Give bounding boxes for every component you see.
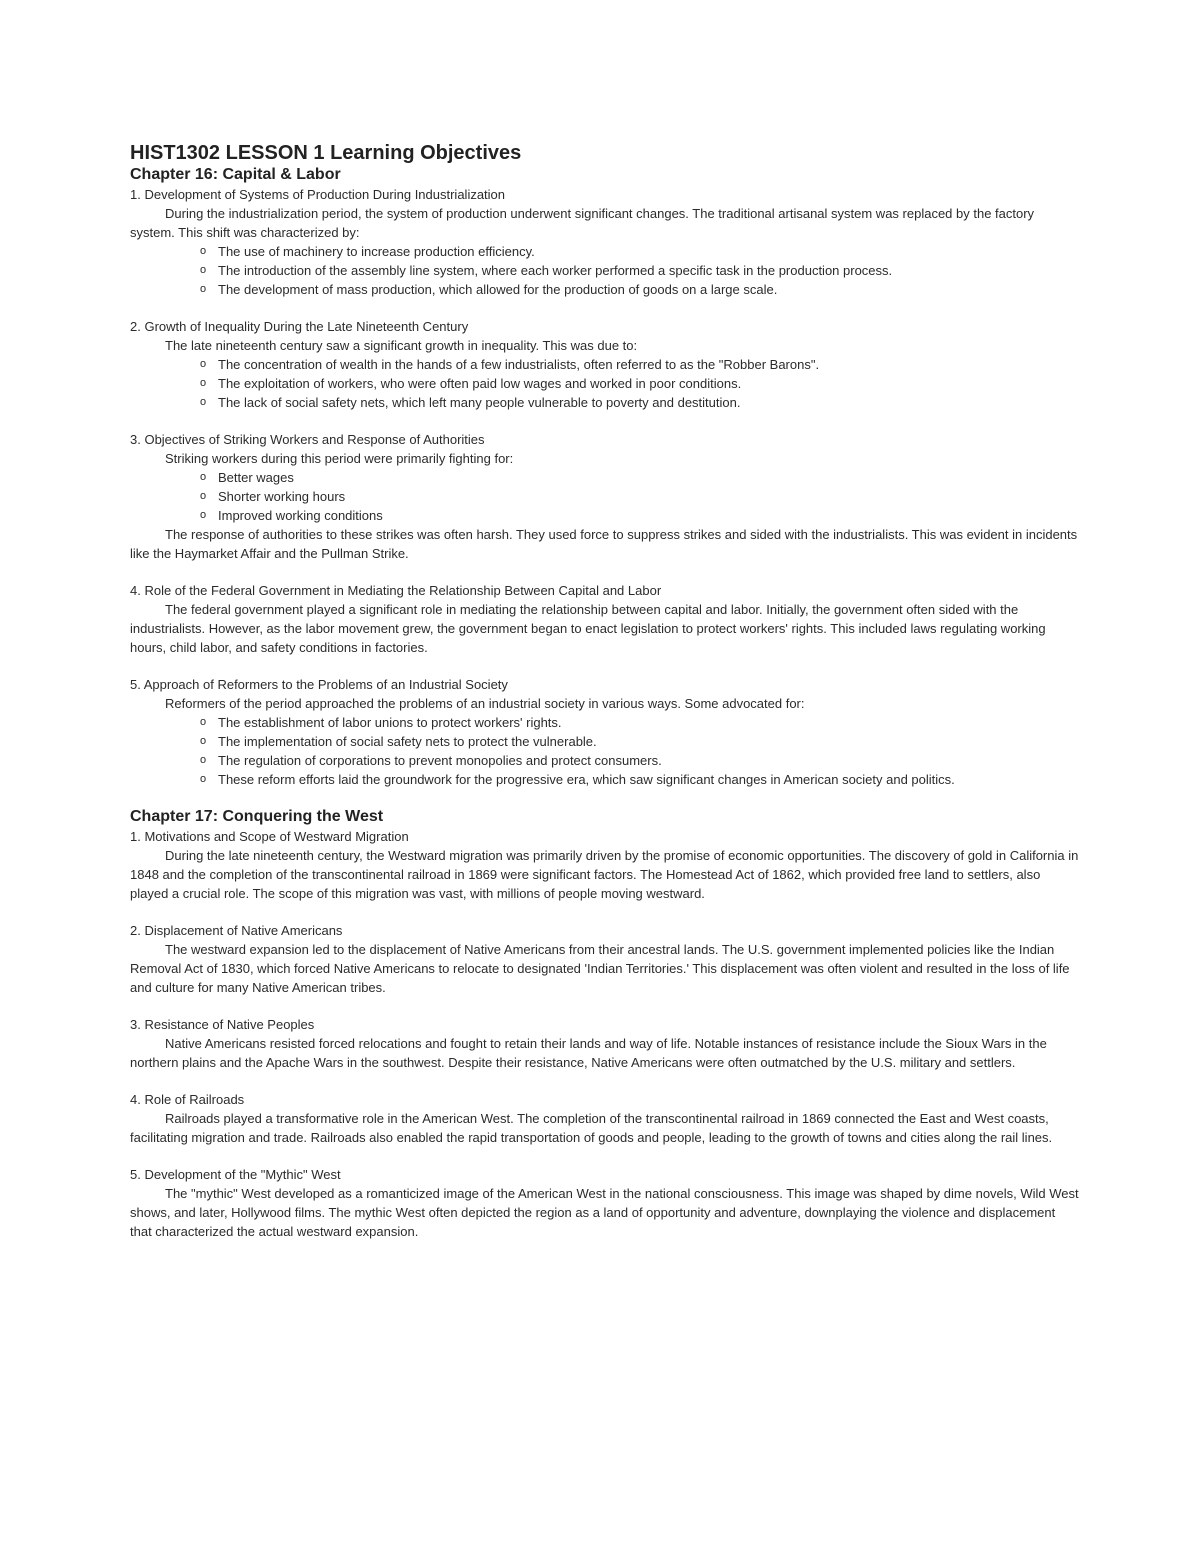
bullet-circle-icon: o [200,358,207,370]
bullet-text: The implementation of social safety nets to protect the vulnerable. [218,734,597,749]
bullet-list [130,468,1080,525]
section-title: 2. Growth of Inequality During the Late Nineteenth Century [130,319,469,334]
bullet-item [200,468,1080,487]
section-title: 4. Role of Railroads [130,1092,245,1107]
section-body: The "mythic" West developed as a romanticized image of the American West in the national consciousness. This image was shaped by dime novels, Wild West shows, and later, Hollywood films. The mythic West often depicted the region as a land of opportunity and adventure, downplaying the violence and displacement that characterized the actual westward expansion. [130,1186,1079,1239]
section [130,185,1080,299]
section-title: 5. Development of the "Mythic" West [130,1167,341,1182]
section-title: 3. Resistance of Native Peoples [130,1017,315,1032]
section [130,827,1080,903]
bullet-text: The establishment of labor unions to protect workers' rights. [218,715,562,730]
bullet-list [130,713,1080,789]
section-body: The federal government played a significant role in mediating the relationship between capital and labor. Initially, the government often sided with the industrialists. However, as the labor movement grew, the government began to enact legislation to protect workers' rights. This included laws regulating working hours, child labor, and safety conditions in factories. [130,602,1046,655]
section-title: 2. Displacement of Native Americans [130,923,343,938]
section-title: 3. Objectives of Striking Workers and Response of Authorities [130,432,485,447]
section-title: 1. Development of Systems of Production During Industrialization [130,187,506,202]
bullet-item [200,242,1080,261]
bullet-text: These reform efforts laid the groundwork for the progressive era, which saw significant changes in American society and politics. [218,772,955,787]
section-body: Railroads played a transformative role in the American West. The completion of the transcontinental railroad in 1869 connected the East and West coasts, facilitating migration and trade. Railroads also enabled the rapid transportation of goods and people, leading to the growth of towns and cities along the rail lines. [130,1111,1053,1145]
chapters-container [130,165,1080,1241]
section-title: 5. Approach of Reformers to the Problems of an Industrial Society [130,677,508,692]
bullet-circle-icon: o [200,283,207,295]
bullet-list [130,355,1080,412]
section [130,430,1080,563]
bullet-text: The lack of social safety nets, which left many people vulnerable to poverty and destitution. [218,395,741,410]
bullet-item [200,487,1080,506]
bullet-text: The introduction of the assembly line system, where each worker performed a specific task in the production process. [218,263,893,278]
bullet-circle-icon: o [200,264,207,276]
section-title: 1. Motivations and Scope of Westward Migration [130,829,409,844]
section-title: 4. Role of the Federal Government in Mediating the Relationship Between Capital and Labor [130,583,662,598]
bullet-circle-icon: o [200,509,207,521]
bullet-item [200,280,1080,299]
bullet-circle-icon: o [200,735,207,747]
section-intro: During the industrialization period, the system of production underwent significant changes. The traditional artisanal system was replaced by the factory system. This shift was characterized by: [130,206,1035,240]
bullet-item [200,713,1080,732]
section [130,675,1080,789]
section [130,921,1080,997]
section [130,581,1080,657]
section [130,1090,1080,1147]
section [130,1015,1080,1072]
section-intro: Reformers of the period approached the problems of an industrial society in various ways. Some advocated for: [165,696,805,711]
bullet-text: The regulation of corporations to prevent monopolies and protect consumers. [218,753,662,768]
bullet-circle-icon: o [200,396,207,408]
section [130,317,1080,412]
bullet-circle-icon: o [200,716,207,728]
bullet-circle-icon: o [200,377,207,389]
bullet-text: Improved working conditions [218,508,383,523]
section-intro: Striking workers during this period were primarily fighting for: [165,451,514,466]
document-content [130,141,1080,1241]
bullet-circle-icon: o [200,245,207,257]
bullet-circle-icon: o [200,471,207,483]
section [130,1165,1080,1241]
bullet-text: The exploitation of workers, who were often paid low wages and worked in poor conditions. [218,376,742,391]
bullet-text: Better wages [218,470,294,485]
chapter-heading: Chapter 16: Capital & Labor [130,166,341,183]
bullet-text: The use of machinery to increase production efficiency. [218,244,535,259]
document-title: HIST1302 LESSON 1 Learning Objectives [130,142,522,164]
bullet-item [200,355,1080,374]
bullet-circle-icon: o [200,754,207,766]
chapter-heading: Chapter 17: Conquering the West [130,808,384,825]
bullet-list [130,242,1080,299]
bullet-item [200,393,1080,412]
section-body: During the late nineteenth century, the Westward migration was primarily driven by the promise of economic opportunities. The discovery of gold in California in 1848 and the completion of the transcontinental railroad in 1869 were significant factors. The Homestead Act of 1862, which provided free land to settlers, also played a crucial role. The scope of this migration was vast, with millions of people moving westward. [130,848,1079,901]
bullet-circle-icon: o [200,773,207,785]
section-body: Native Americans resisted forced relocations and fought to retain their lands and way of life. Notable instances of resistance include the Sioux Wars in the northern plains and the Apache Wars in the southwest. Despite their resistance, Native Americans were often outmatched by the U.S. military and settlers. [130,1036,1047,1070]
bullet-text: The concentration of wealth in the hands of a few industrialists, often referred to as the "Robber Barons". [218,357,820,372]
bullet-item [200,770,1080,789]
bullet-item [200,261,1080,280]
section-intro: The late nineteenth century saw a significant growth in inequality. This was due to: [165,338,638,353]
bullet-item [200,374,1080,393]
section-outro: The response of authorities to these strikes was often harsh. They used force to suppress strikes and sided with the industrialists. This was evident in incidents like the Haymarket Affair and the Pullman Strike. [130,527,1078,561]
bullet-item [200,506,1080,525]
section-body: The westward expansion led to the displacement of Native Americans from their ancestral lands. The U.S. government implemented policies like the Indian Removal Act of 1830, which forced Native Americans to relocate to designated 'Indian Territories.' This displacement was often violent and resulted in the loss of life and culture for many Native American tribes. [130,942,1070,995]
bullet-text: The development of mass production, which allowed for the production of goods on a large scale. [218,282,778,297]
bullet-text: Shorter working hours [218,489,346,504]
bullet-item [200,732,1080,751]
bullet-item [200,751,1080,770]
bullet-circle-icon: o [200,490,207,502]
